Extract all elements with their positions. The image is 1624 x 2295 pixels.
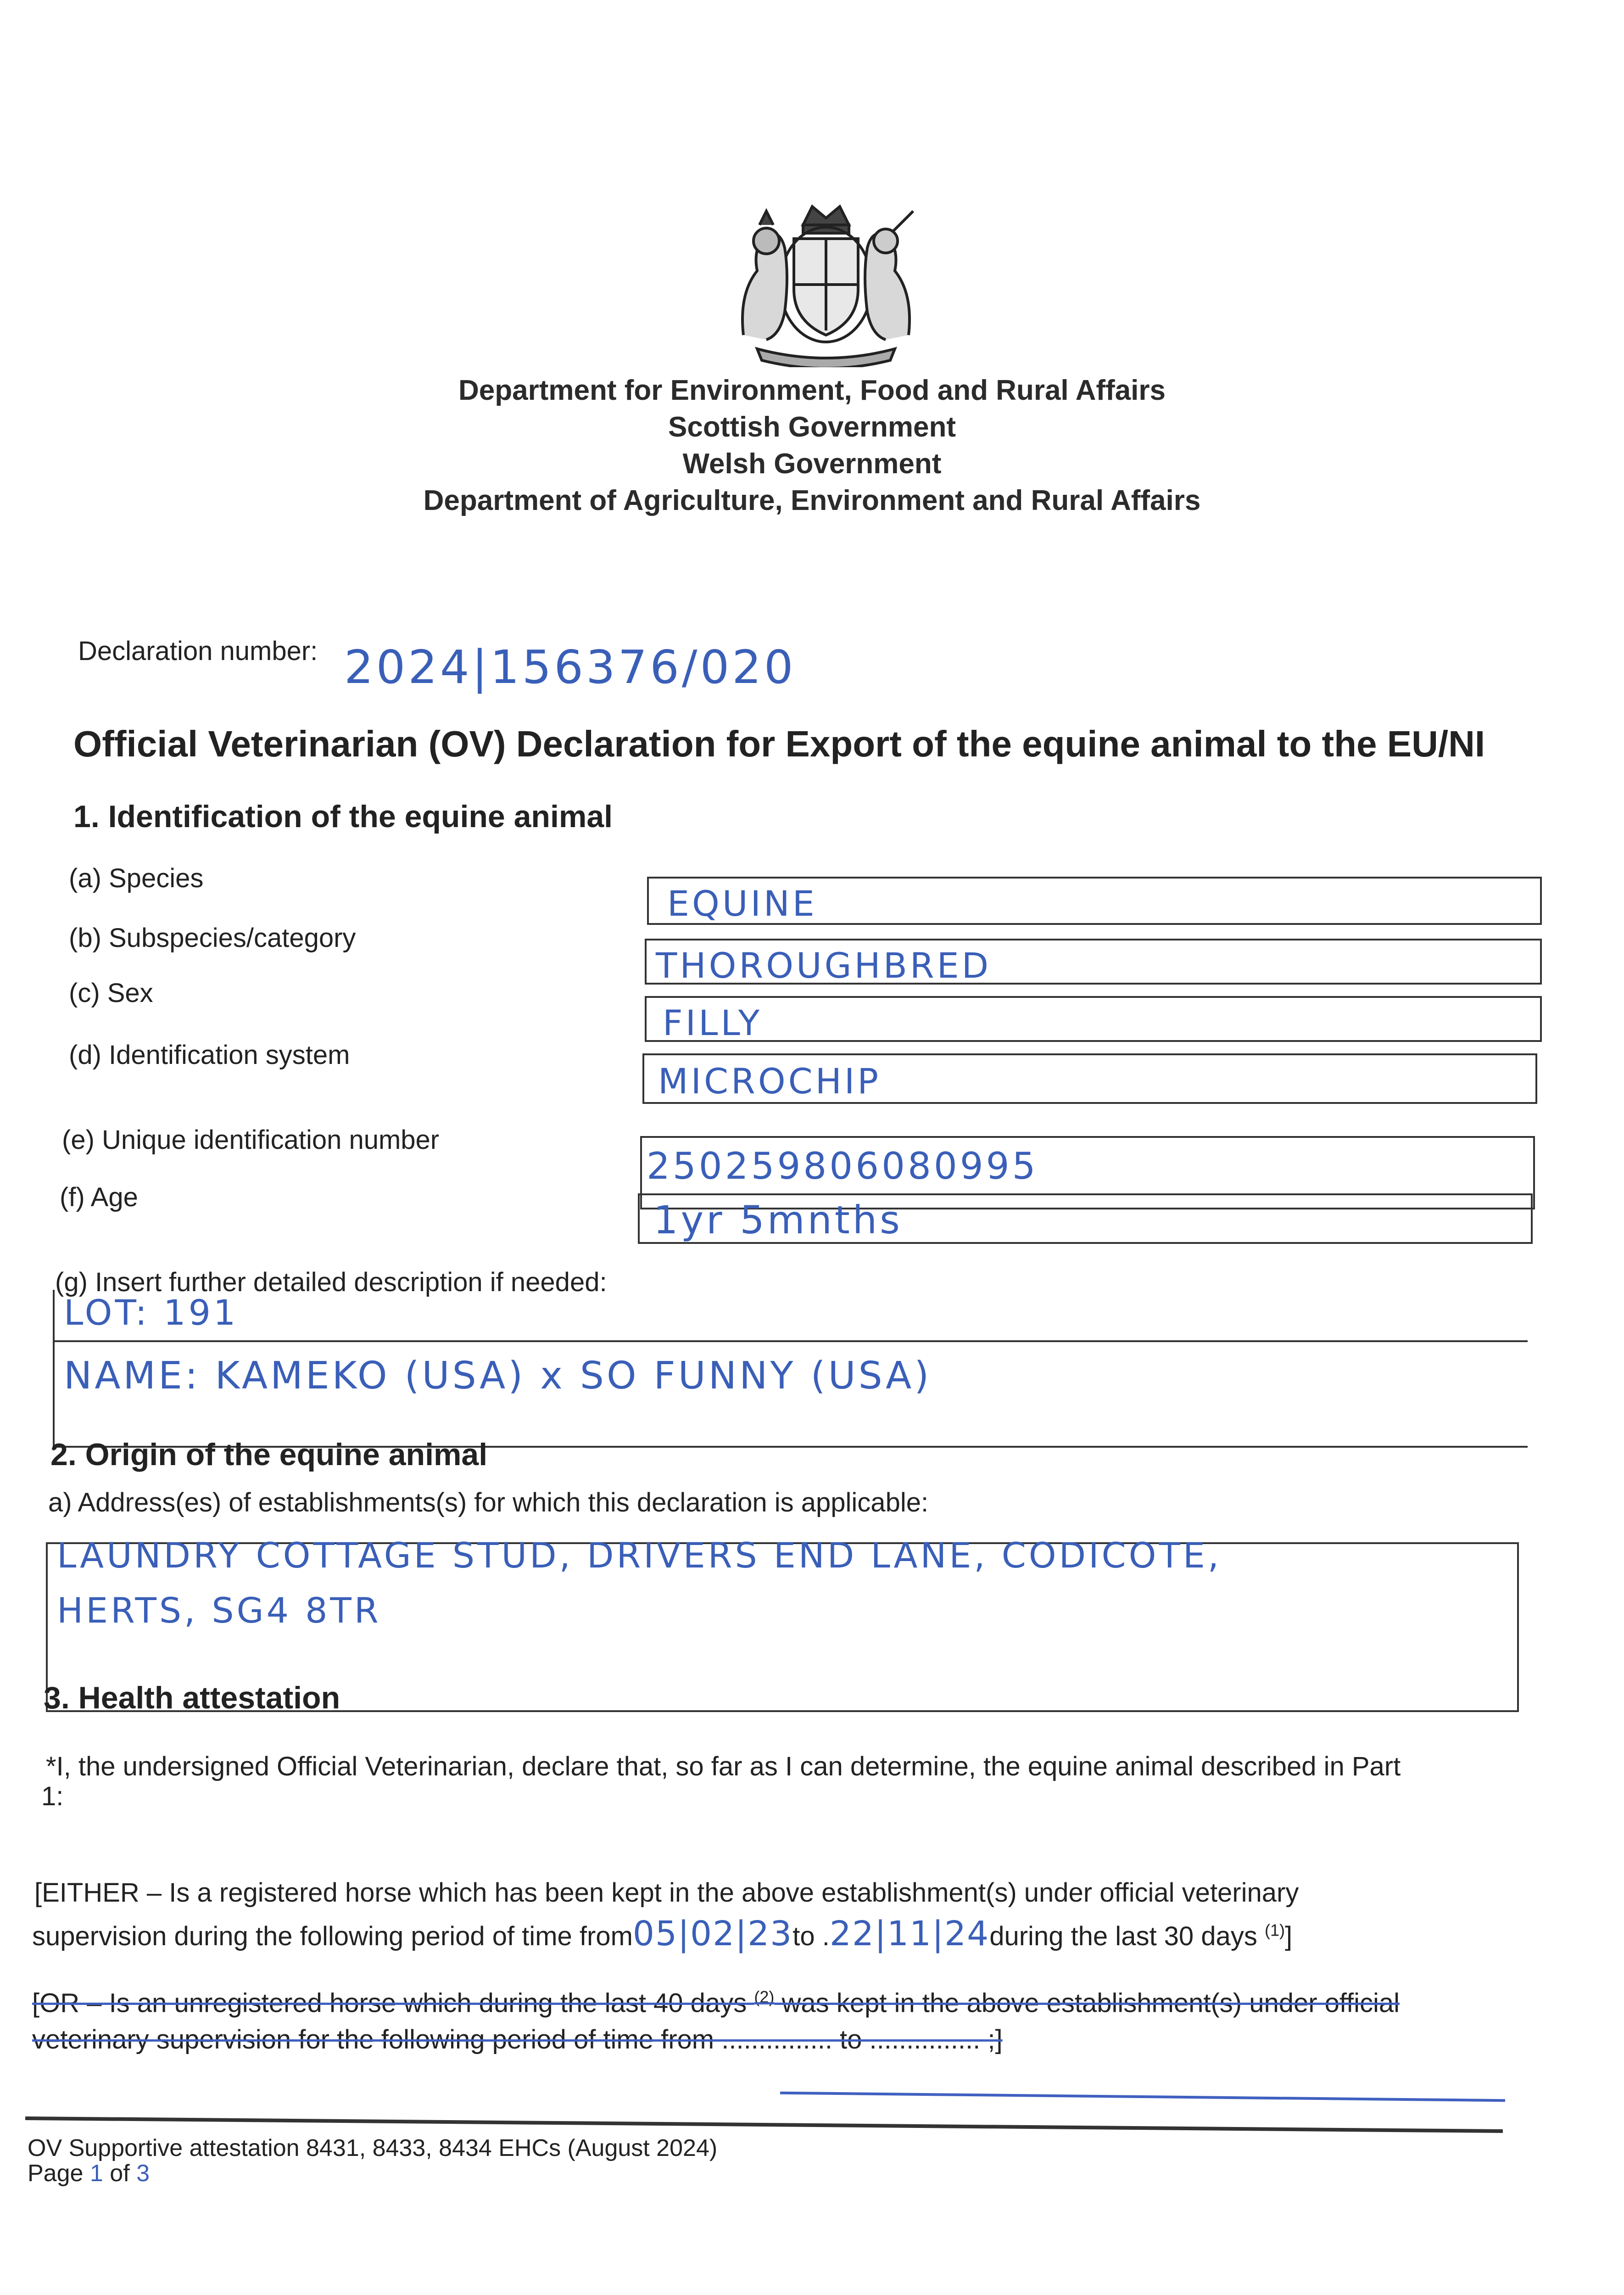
page-of: of	[110, 2160, 130, 2187]
species-value: EQUINE	[667, 883, 817, 924]
declaration-label: Declaration number:	[78, 636, 318, 666]
address-line: HERTS, SG4 8TR	[57, 1590, 381, 1631]
field-label-subspecies: (b) Subspecies/category	[69, 923, 356, 953]
footnote-2: (2)	[754, 1987, 775, 2006]
either-statement: [EITHER – Is a registered horse which has been kept in the above establishment(s) under official veterinary	[34, 1878, 1299, 1908]
section-1-heading: 1. Identification of the equine animal	[73, 799, 613, 834]
department-name: Welsh Government	[682, 448, 942, 480]
unique-id-value: 250259806080995	[647, 1145, 1038, 1187]
either-to-text: to .	[792, 1921, 830, 1951]
footer-attestation: OV Supportive attestation 8431, 8433, 8434 EHCs (August 2024)	[28, 2135, 718, 2161]
either-during-text: during the last 30 days	[989, 1921, 1257, 1951]
description-line: LOT: 191	[64, 1292, 239, 1333]
or-text-b: was kept in the above establishment(s) under official	[781, 1988, 1400, 2018]
description-label: (g) Insert further detailed description if needed:	[55, 1267, 607, 1297]
section-2-heading: 2. Origin of the equine animal	[50, 1437, 488, 1472]
sex-value: FILLY	[663, 1002, 763, 1043]
field-label-age: (f) Age	[60, 1182, 138, 1212]
or-text-a: [OR – Is an unregistered horse which during the last 40 days	[32, 1988, 747, 2018]
id-system-value: MICROCHIP	[658, 1061, 882, 1102]
subspecies-field[interactable]	[645, 939, 1542, 985]
page-total: 3	[136, 2160, 150, 2187]
department-name: Scottish Government	[668, 411, 956, 443]
field-label-id-system: (d) Identification system	[69, 1040, 350, 1070]
field-label-species: (a) Species	[69, 863, 204, 893]
either-period-text: supervision during the following period of time from	[32, 1921, 633, 1951]
description-box[interactable]	[53, 1290, 1528, 1450]
section-3-heading: 3. Health attestation	[44, 1680, 340, 1715]
subspecies-value: THOROUGHBRED	[656, 945, 992, 986]
age-value: 1yr 5mnths	[653, 1198, 903, 1243]
description-line: NAME: KAMEKO (USA) x SO FUNNY (USA)	[64, 1354, 932, 1398]
age-field[interactable]	[638, 1193, 1533, 1244]
declaration-number: 2024|156376/020	[344, 640, 796, 694]
page-prefix: Page	[28, 2160, 84, 2187]
id-system-field[interactable]	[642, 1053, 1537, 1104]
date-from[interactable]: 05|02|23	[632, 1914, 793, 1954]
department-name: Department for Environment, Food and Rural Affairs	[458, 375, 1166, 406]
address-label: a) Address(es) of establishments(s) for which this declaration is applicable:	[48, 1488, 929, 1517]
royal-coat-of-arms-icon	[716, 193, 936, 367]
health-intro: *I, the undersigned Official Veterinarian, declare that, so far as I can determine, the equine animal described in Part	[46, 1752, 1401, 1781]
health-intro-part: 1:	[41, 1781, 64, 1811]
page-number	[28, 2160, 150, 2187]
page-current: 1	[89, 2160, 103, 2187]
address-line: LAUNDRY COTTAGE STUD, DRIVERS END LANE, CODICOTE,	[57, 1535, 1222, 1576]
either-period	[32, 1914, 1292, 1954]
field-label-sex: (c) Sex	[69, 978, 153, 1008]
footnote-1: (1)	[1264, 1920, 1285, 1940]
either-end: ]	[1284, 1921, 1293, 1951]
or-statement	[32, 1987, 1400, 2018]
or-period: veterinary supervision for the following period of time from ............... to ............... ;]	[32, 2025, 1003, 2054]
footer-divider	[25, 2116, 1503, 2133]
date-to[interactable]: 22|11|24	[829, 1914, 990, 1954]
strike-line	[780, 2092, 1505, 2102]
field-label-unique-id: (e) Unique identification number	[62, 1125, 440, 1155]
sex-field[interactable]	[645, 996, 1542, 1042]
department-name: Department of Agriculture, Environment and Rural Affairs	[423, 485, 1201, 516]
page-title: Official Veterinarian (OV) Declaration for Export of the equine animal to the EU/NI	[73, 723, 1485, 764]
species-field[interactable]	[647, 877, 1542, 925]
